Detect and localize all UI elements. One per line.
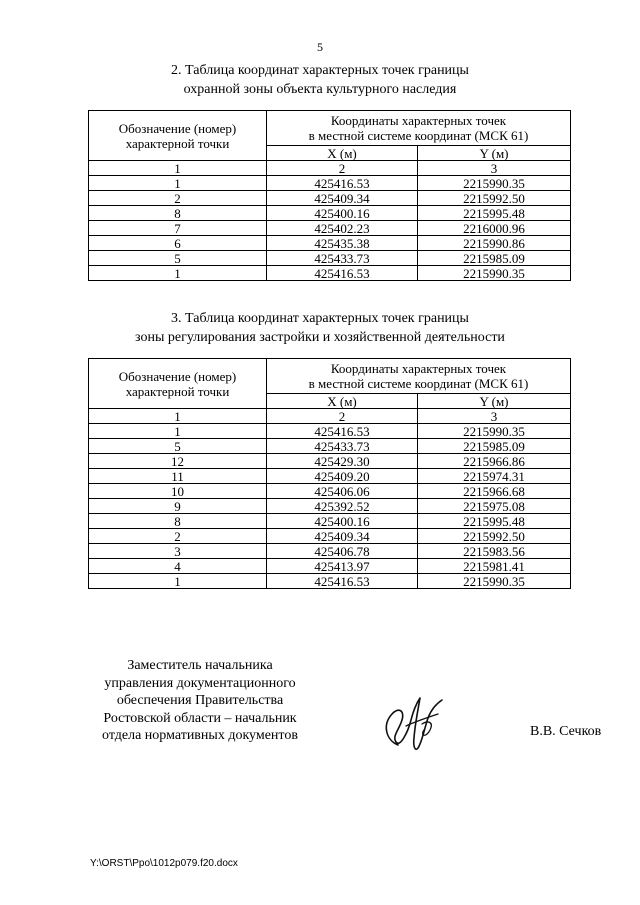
header-x: X (м) [267, 394, 418, 409]
cell-y: 2215990.86 [418, 236, 571, 251]
cell-x: 425433.73 [267, 251, 418, 266]
header-y: Y (м) [418, 146, 571, 161]
cell-x: 425400.16 [267, 206, 418, 221]
page-number: 5 [317, 40, 323, 54]
cell-point: 11 [89, 469, 267, 484]
cell-point: 5 [89, 439, 267, 454]
cell-point: 4 [89, 559, 267, 574]
table-3-caption-line-2: зоны регулирования застройки и хозяйственной деятельности [135, 330, 505, 345]
cell-x: 425409.34 [267, 191, 418, 206]
header-point-line-2: характерной точки [125, 135, 230, 151]
header-point-designation [89, 359, 267, 409]
cell-point: 9 [89, 499, 267, 514]
table-row [89, 514, 571, 529]
table-row [89, 544, 571, 559]
table-row [89, 529, 571, 544]
table-2-caption [0, 61, 640, 99]
table-row [89, 424, 571, 439]
cell-y: 2215983.56 [418, 544, 571, 559]
col-number-1: 1 [89, 409, 267, 424]
signer-name: В.В. Сечков [530, 724, 602, 739]
cell-point: 3 [89, 544, 267, 559]
position-line-4: Ростовской области – начальник [103, 710, 297, 726]
table-row [89, 574, 571, 589]
header-coords-line-2: в местной системе координат (МСК 61) [308, 128, 529, 143]
cell-y: 2215985.09 [418, 251, 571, 266]
cell-x: 425416.53 [267, 176, 418, 191]
header-coords-line-2: в местной системе координат (МСК 61) [308, 376, 529, 391]
table-row [89, 251, 571, 266]
table-row [89, 206, 571, 221]
header-coordinates [267, 359, 571, 394]
cell-point: 1 [89, 266, 267, 281]
header-x: X (м) [267, 146, 418, 161]
cell-point: 1 [89, 574, 267, 589]
coordinates-table-2 [88, 110, 571, 281]
header-point-line-2: характерной точки [125, 383, 230, 399]
col-number-3: 3 [418, 161, 571, 176]
cell-x: 425406.78 [267, 544, 418, 559]
cell-point: 2 [89, 191, 267, 206]
col-number-1: 1 [89, 161, 267, 176]
header-point-line-1: Обозначение (номер) [118, 120, 237, 136]
cell-x: 425413.97 [267, 559, 418, 574]
table-row [89, 236, 571, 251]
cell-y: 2216000.96 [418, 221, 571, 236]
cell-x: 425433.73 [267, 439, 418, 454]
cell-y: 2215985.09 [418, 439, 571, 454]
cell-y: 2215992.50 [418, 191, 571, 206]
cell-point: 1 [89, 176, 267, 191]
cell-x: 425392.52 [267, 499, 418, 514]
footer-file-path: Y:\ORST\Ppo\1012p079.f20.docx [90, 858, 238, 869]
cell-y: 2215990.35 [418, 574, 571, 589]
table-row [89, 221, 571, 236]
cell-point: 6 [89, 236, 267, 251]
signatory-position [92, 657, 308, 745]
col-number-2: 2 [267, 161, 418, 176]
table-2-caption-line-2: охранной зоны объекта культурного наследия [183, 82, 457, 97]
cell-point: 8 [89, 206, 267, 221]
cell-point: 8 [89, 514, 267, 529]
cell-y: 2215974.31 [418, 469, 571, 484]
cell-point: 12 [89, 454, 267, 469]
table-row [89, 439, 571, 454]
header-coords-line-1: Координаты характерных точек [330, 113, 507, 128]
cell-x: 425406.06 [267, 484, 418, 499]
col-number-3: 3 [418, 409, 571, 424]
table-3-body [89, 359, 571, 589]
cell-y: 2215995.48 [418, 206, 571, 221]
table-row [89, 266, 571, 281]
cell-y: 2215975.08 [418, 499, 571, 514]
cell-point: 2 [89, 529, 267, 544]
table-row [89, 454, 571, 469]
cell-point: 10 [89, 484, 267, 499]
col-number-2: 2 [267, 409, 418, 424]
cell-x: 425429.30 [267, 454, 418, 469]
cell-point: 1 [89, 424, 267, 439]
cell-y: 2215966.86 [418, 454, 571, 469]
cell-y: 2215992.50 [418, 529, 571, 544]
header-point-designation [89, 111, 267, 161]
cell-y: 2215990.35 [418, 424, 571, 439]
table-row [89, 559, 571, 574]
position-line-3: обеспечения Правительства [116, 693, 284, 708]
position-line-2: управления документационного [104, 675, 296, 691]
header-coords-line-1: Координаты характерных точек [330, 361, 507, 376]
cell-x: 425409.34 [267, 529, 418, 544]
table-2-body [89, 111, 571, 281]
header-coordinates [267, 111, 571, 146]
cell-y: 2215995.48 [418, 514, 571, 529]
table-row [89, 469, 571, 484]
header-y: Y (м) [418, 394, 571, 409]
cell-y: 2215990.35 [418, 176, 571, 191]
table-row [89, 499, 571, 514]
cell-y: 2215966.68 [418, 484, 571, 499]
cell-point: 5 [89, 251, 267, 266]
table-3-caption-line-1: 3. Таблица координат характерных точек границы [171, 311, 469, 326]
handwritten-signature-icon [378, 690, 448, 755]
position-line-1: Заместитель начальника [127, 658, 273, 673]
position-line-5: отдела нормативных документов [102, 728, 298, 743]
cell-x: 425409.20 [267, 469, 418, 484]
header-point-line-1: Обозначение (номер) [118, 368, 237, 384]
cell-x: 425435.38 [267, 236, 418, 251]
cell-x: 425400.16 [267, 514, 418, 529]
cell-point: 7 [89, 221, 267, 236]
cell-x: 425416.53 [267, 574, 418, 589]
cell-x: 425416.53 [267, 266, 418, 281]
cell-y: 2215981.41 [418, 559, 571, 574]
table-2-caption-line-1: 2. Таблица координат характерных точек границы [171, 63, 469, 78]
cell-x: 425416.53 [267, 424, 418, 439]
table-row [89, 191, 571, 206]
table-row [89, 176, 571, 191]
coordinates-table-3 [88, 358, 571, 589]
cell-y: 2215990.35 [418, 266, 571, 281]
table-row [89, 484, 571, 499]
table-3-caption [0, 309, 640, 347]
cell-x: 425402.23 [267, 221, 418, 236]
